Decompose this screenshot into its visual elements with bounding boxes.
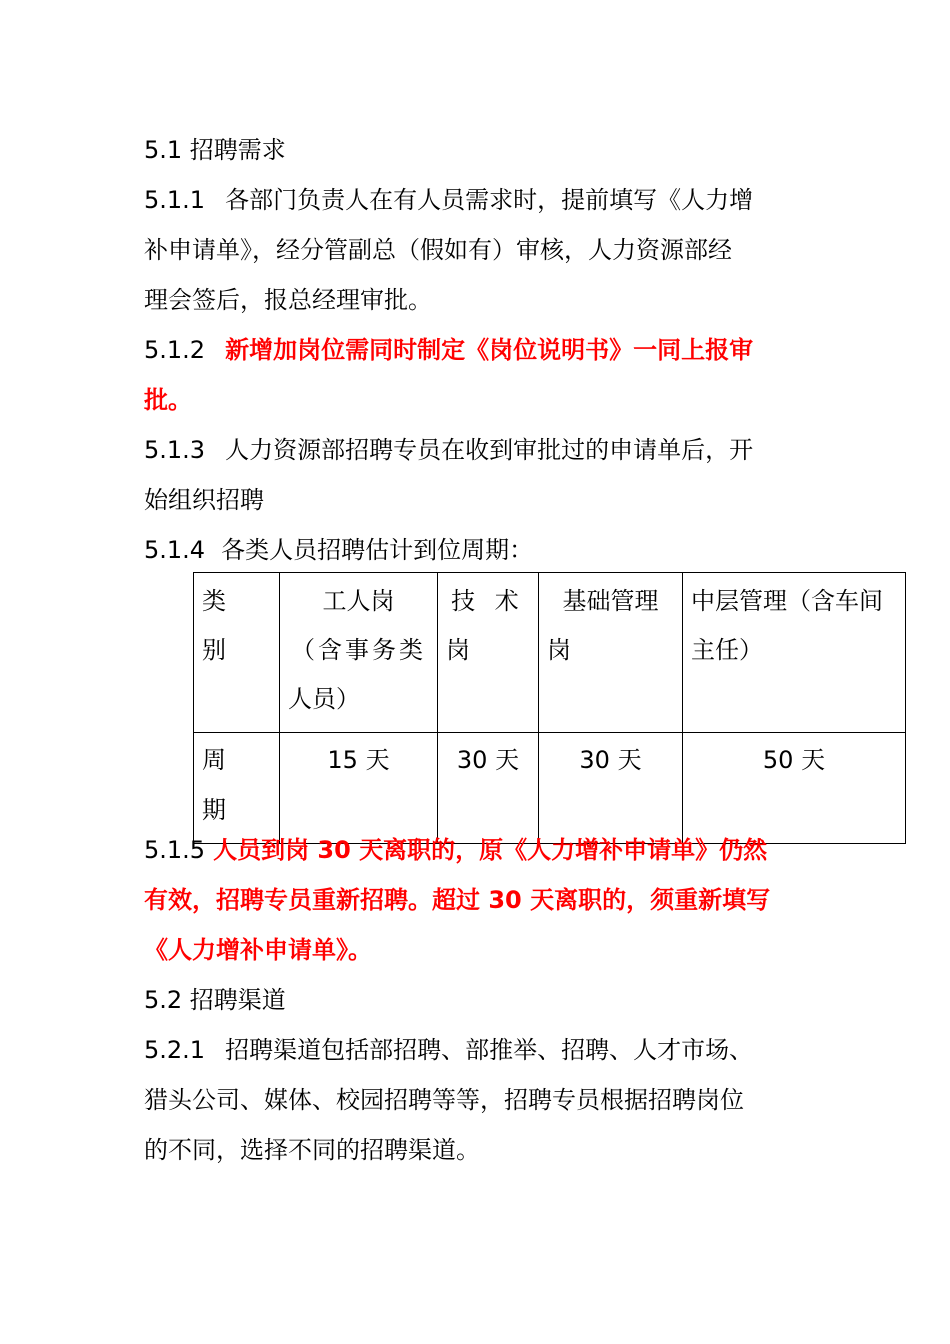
- paragraph-5-1-4-line1: [144, 535, 533, 565]
- paragraph-5-1-5-line1: [144, 835, 767, 865]
- clause-number: 5.1.2: [144, 336, 206, 364]
- cell-text: 技 术: [451, 587, 525, 615]
- clause-number: 5.2.1: [144, 1036, 206, 1064]
- clause-text: 各部门负责人在有人员需求时，提前填写《人力增: [225, 186, 754, 214]
- clause-number: 5.1.3: [144, 436, 206, 464]
- paragraph-5-1-1-line2: 补申请单》，经分管副总（假如有）审核，人力资源部经: [144, 236, 732, 264]
- clause-text: 人力资源部招聘专员在收到审批过的申请单后，开: [225, 436, 754, 464]
- cell-text: 类: [202, 587, 226, 615]
- table-header-row: [194, 573, 906, 733]
- clause-text: 招聘渠道包括部招聘、部推举、招聘、人才市场、: [225, 1036, 754, 1064]
- cell-text: 基础管理: [562, 587, 659, 615]
- cell-text: 岗: [547, 636, 571, 664]
- cell-text: （含事务类: [291, 636, 426, 664]
- cell-text: 工人岗: [322, 587, 395, 615]
- cell-text: 岗: [446, 636, 470, 664]
- paragraph-5-1-1-line3: 理会签后，报总经理审批。: [144, 286, 432, 314]
- row-label-cycle: [194, 733, 280, 844]
- cell-text: 中层管理（含车间: [691, 587, 883, 615]
- clause-number: 5.1.1: [144, 186, 206, 214]
- header-cell-technical: [438, 573, 539, 733]
- paragraph-5-1-5-line2: 有效，招聘专员重新招聘。超过 30 天离职的，须重新填写: [144, 886, 771, 914]
- header-cell-basic-management: [539, 573, 683, 733]
- cell-text: 主任）: [691, 636, 763, 664]
- paragraph-5-1-2-line1: [144, 335, 753, 365]
- section-heading-5-1: 5.1 招聘需求: [144, 136, 286, 164]
- cell-middle-management-days: 50 天: [683, 733, 906, 844]
- cell-text: 周: [202, 746, 226, 774]
- paragraph-5-1-5-line3: 《人力增补申请单》。: [144, 936, 372, 964]
- cell-text: 期: [202, 796, 226, 824]
- clause-text-highlight: 新增加岗位需同时制定《岗位说明书》一同上报审: [225, 336, 754, 364]
- cell-text: 人员）: [288, 685, 360, 713]
- clause-text: 各类人员招聘估计到位周期：: [221, 536, 534, 564]
- paragraph-5-1-3-line1: [144, 435, 753, 465]
- cell-text: 别: [202, 636, 226, 664]
- header-cell-worker: [280, 573, 438, 733]
- paragraph-5-1-2-line2: 批。: [144, 386, 192, 414]
- clause-text-highlight: 人员到岗 30 天离职的，原《人力增补申请单》仍然: [213, 836, 768, 864]
- recruitment-cycle-table: [193, 572, 906, 844]
- paragraph-5-1-3-line2: 始组织招聘: [144, 486, 264, 514]
- paragraph-5-2-1-line2: 猎头公司、媒体、校园招聘等等，招聘专员根据招聘岗位: [144, 1086, 744, 1114]
- paragraph-5-2-1-line3: 的不同，选择不同的招聘渠道。: [144, 1136, 480, 1164]
- header-cell-category: [194, 573, 280, 733]
- clause-number: 5.1.5: [144, 836, 206, 864]
- header-cell-middle-management: [683, 573, 906, 733]
- section-heading-5-2: 5.2 招聘渠道: [144, 986, 286, 1014]
- cell-technical-days: 30 天: [438, 733, 539, 844]
- clause-number: 5.1.4: [144, 536, 206, 564]
- cell-basic-management-days: 30 天: [539, 733, 683, 844]
- paragraph-5-1-1-line1: [144, 185, 753, 215]
- table-row: [194, 733, 906, 844]
- paragraph-5-2-1-line1: [144, 1035, 753, 1065]
- cell-worker-days: 15 天: [280, 733, 438, 844]
